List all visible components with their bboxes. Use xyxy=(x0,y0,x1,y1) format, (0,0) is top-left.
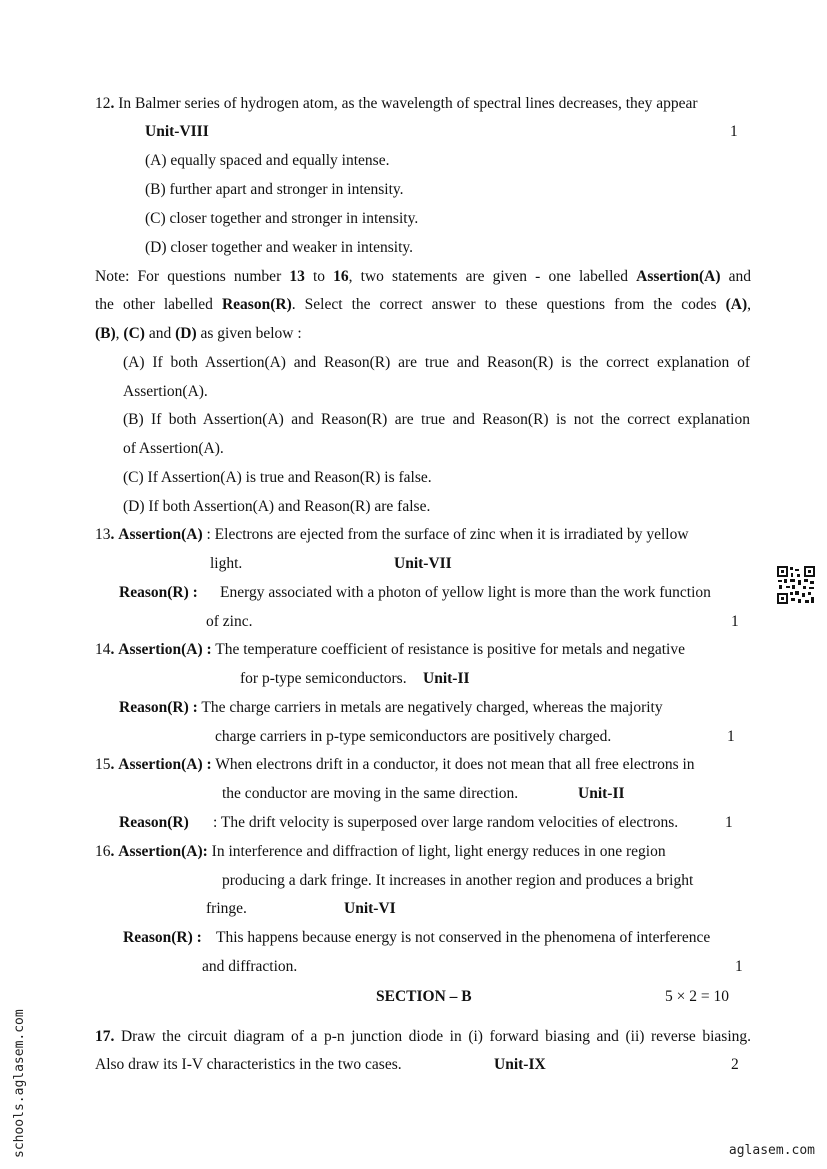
q17-unit: Unit-IX xyxy=(494,1056,546,1073)
footer-watermark: aglasem.com xyxy=(728,1143,815,1158)
q15-unit: Unit-II xyxy=(578,785,625,802)
q16-assertion-cont-2: fringe. xyxy=(206,900,247,917)
q13-unit: Unit-VII xyxy=(394,555,452,572)
q13-marks: 1 xyxy=(731,613,739,630)
code-a-line-2: Assertion(A). xyxy=(123,383,208,400)
q16-reason-label: Reason(R) : xyxy=(123,929,202,946)
code-b-line-1: (B) If both Assertion(A) and Reason(R) are true and Reason(R) is not the correct explanation xyxy=(123,411,750,428)
code-d: (D) If both Assertion(A) and Reason(R) are false. xyxy=(123,498,431,515)
q12-option-c: (C) closer together and stronger in intensity. xyxy=(145,210,419,227)
q12-option-b: (B) further apart and stronger in intensity. xyxy=(145,181,404,198)
q13-assertion-cont: light. xyxy=(210,555,243,572)
q16-reason: This happens because energy is not conserved in the phenomena of interference xyxy=(216,929,711,946)
q15-assertion-cont: the conductor are moving in the same direction. xyxy=(222,785,519,802)
q14-marks: 1 xyxy=(727,728,735,745)
q17-line-2: Also draw its I-V characteristics in the two cases. xyxy=(95,1056,402,1073)
note-line-2: the other labelled Reason(R). Select the correct answer to these questions from the codes (A), xyxy=(95,296,752,313)
q15-assertion: 15. Assertion(A) : When electrons drift in a conductor, it does not mean that all free electrons in xyxy=(95,756,695,773)
q14-reason: Reason(R) : The charge carriers in metals are negatively charged, whereas the majority xyxy=(119,699,663,716)
section-b-title: SECTION – B xyxy=(376,988,472,1005)
q12-stem: 12. In Balmer series of hydrogen atom, as the wavelength of spectral lines decreases, they appear xyxy=(95,95,698,112)
q16-unit: Unit-VI xyxy=(344,900,396,917)
q13-assertion: 13. Assertion(A) : Electrons are ejected from the surface of zinc when it is irradiated by yellow xyxy=(95,526,689,543)
q15-marks: 1 xyxy=(725,814,733,831)
q12-option-a: (A) equally spaced and equally intense. xyxy=(145,152,390,169)
q13-reason-cont: of zinc. xyxy=(206,613,253,630)
qr-code-icon xyxy=(776,565,816,605)
section-b-marks: 5 × 2 = 10 xyxy=(665,988,729,1005)
q16-assertion: 16. Assertion(A): In interference and diffraction of light, light energy reduces in one region xyxy=(95,843,666,860)
q17-line-1: 17. Draw the circuit diagram of a p-n junction diode in (i) forward biasing and (ii) reverse biasing. xyxy=(95,1028,752,1045)
q16-assertion-cont-1: producing a dark fringe. It increases in another region and produces a bright xyxy=(222,872,694,889)
note-line-3: (B), (C) and (D) as given below : xyxy=(95,325,302,342)
q14-assertion-cont: for p-type semiconductors. xyxy=(240,670,407,687)
q13-reason-label: Reason(R) : xyxy=(119,584,198,601)
q12-unit: Unit-VIII xyxy=(145,123,209,140)
q17-marks: 2 xyxy=(731,1056,739,1073)
q16-marks: 1 xyxy=(735,958,743,975)
code-a-line-1: (A) If both Assertion(A) and Reason(R) are true and Reason(R) is the correct explanation of xyxy=(123,354,750,371)
q12-option-d: (D) closer together and weaker in intensity. xyxy=(145,239,413,256)
note-line-1: Note: For questions number 13 to 16, two statements are given - one labelled Assertion(A) and xyxy=(95,268,752,285)
q14-reason-cont: charge carriers in p-type semiconductors are positively charged. xyxy=(215,728,612,745)
q15-reason-label: Reason(R) xyxy=(119,814,189,831)
side-watermark: schools.aglasem.com xyxy=(12,1009,27,1158)
q13-reason: Energy associated with a photon of yellow light is more than the work function xyxy=(220,584,711,601)
q15-reason: : The drift velocity is superposed over large random velocities of electrons. xyxy=(213,814,679,831)
q12-marks: 1 xyxy=(730,123,738,140)
q14-assertion: 14. Assertion(A) : The temperature coefficient of resistance is positive for metals and negative xyxy=(95,641,685,658)
code-b-line-2: of Assertion(A). xyxy=(123,440,224,457)
q16-reason-cont: and diffraction. xyxy=(202,958,298,975)
q14-unit: Unit-II xyxy=(423,670,470,687)
code-c: (C) If Assertion(A) is true and Reason(R) is false. xyxy=(123,469,432,486)
